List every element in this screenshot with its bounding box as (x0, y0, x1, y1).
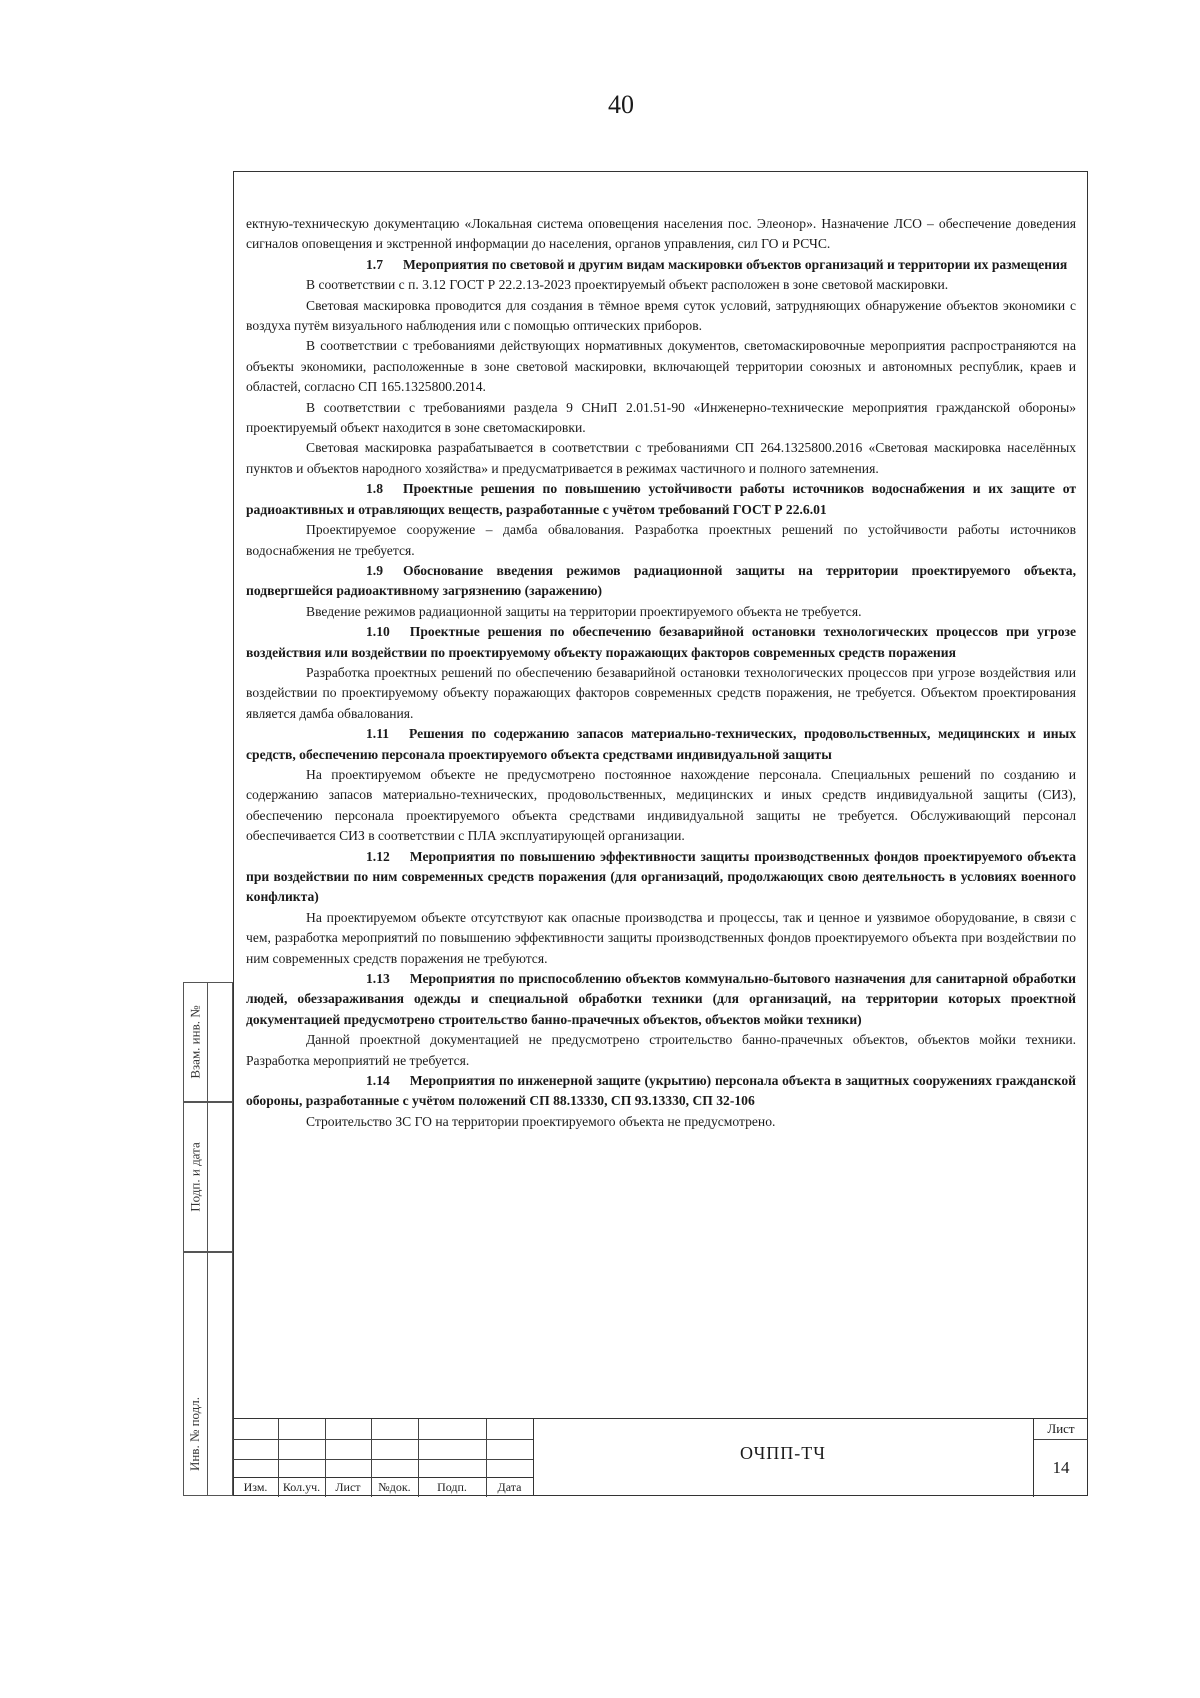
section-number: 1.8 (366, 481, 383, 497)
col-koluch: Кол.уч. (282, 1480, 321, 1494)
section-title: Проектные решения по обеспечению безаварийной остановки технологических процессов при угрозе воздействия или воздействии по проектируемому объекту поражающих факторов современных средств поражения (246, 624, 1076, 660)
side-label-vzam: Взам. инв. № (187, 1005, 203, 1079)
section-heading (246, 561, 1076, 602)
page-number: 40 (608, 90, 634, 119)
col-ndok: №док. (378, 1480, 411, 1494)
section-heading (246, 969, 1076, 1030)
paragraph: На проектируемом объекте отсутствуют как опасные производства и процессы, так и ценное и уязвимое оборудование, в связи с чем, разработка мероприятий по повышению эффективности защиты производственных фондов проектируемого объекта при воздействии по ним современных средств поражения не требуются. (246, 909, 1076, 966)
paragraph: Проектируемое сооружение – дамба обвалования. Разработка проектных решений по устойчивости работы источников водоснабжения не требуется. (246, 522, 1076, 558)
document-code: ОЧПП-ТЧ (740, 1443, 826, 1463)
section-heading (246, 479, 1076, 520)
paragraph: Световая маскировка проводится для создания в тёмное время суток условий, затрудняющих обнаружение объектов экономики с воздуха путём визуального наблюдения или с помощью оптических приборов. (246, 297, 1076, 334)
section-title: Мероприятия по повышению эффективности защиты производственных фондов проектируемого объекта при воздействии по ним современных средств поражения (для организаций, продолжающих свою деятельность в условиях военного конфликта) (246, 848, 1076, 905)
section-title: Мероприятия по световой и другим видам маскировки объектов организаций и территории их размещения (403, 256, 1068, 272)
section-title: Решения по содержанию запасов материально-технических, продовольственных, медицинских и иных средств, обеспечению персонала проектируемого объекта средствами индивидуальной защиты (246, 726, 1076, 762)
paragraph: В соответствии с требованиями раздела 9 СНиП 2.01.51-90 «Инженерно-технические мероприятия гражданской обороны» проектируемый объект находится в зоне светомаскировки. (246, 399, 1076, 436)
title-block (233, 1418, 1088, 1496)
side-stamp-vzam (183, 982, 233, 1102)
side-stamp-podp (183, 1102, 233, 1252)
sheet-number: 14 (1052, 1458, 1070, 1477)
section-number: 1.9 (366, 562, 383, 578)
section-number: 1.11 (366, 726, 390, 742)
section-number: 1.14 (366, 1073, 390, 1089)
paragraph: Введение режимов радиационной защиты на территории проектируемого объекта не требуется. (306, 603, 862, 619)
paragraph: ектную-техническую документацию «Локальная система оповещения населения пос. Элеонор». Назначение ЛСО – обеспечение доведения сигналов оповещения и экстренной информации до населения, органов управления, сил ГО и РСЧС. (246, 216, 1076, 252)
section-title: Мероприятия по инженерной защите (укрытию) персонала объекта в защитных сооружениях гражданской обороны, разработанные с учётом положений СП 88.13330, СП 93.13330, СП 32-106 (246, 1073, 1076, 1109)
section-title: Обоснование введения режимов радиационной защиты на территории проектируемого объекта, подвергшейся радиоактивному загрязнению (заражению) (246, 562, 1076, 599)
section-heading (246, 622, 1076, 663)
paragraph: Световая маскировка разрабатывается в соответствии с требованиями СП 264.1325800.2016 «Световая маскировка населённых пунктов и объектов народного хозяйства» и предусматривается в режимах частичного и полного затемнения. (246, 440, 1076, 476)
col-podp: Подп. (437, 1480, 467, 1494)
side-label-inv: Инв. № подл. (187, 1396, 203, 1472)
section-title: Мероприятия по приспособлению объектов коммунально-бытового назначения для санитарной обработки людей, обеззараживания одежды и специальной обработки техники (для организаций, на территории которых проектной документацией предусмотрено строительство банно-прачечных объектов, объектов мойки техники) (246, 971, 1076, 1027)
paragraph: На проектируемом объекте не предусмотрено постоянное нахождение персонала. Специальных решений по созданию и содержанию запасов материально-технических, продовольственных, медицинских и иных средств индивидуальной защиты (СИЗ), обеспечению персонала проектируемого объекта средствами индивидуальной защиты не требуется. Обслуживающий персонал обеспечивается СИЗ в соответствии с ПЛА эксплуатирующей организации. (246, 766, 1076, 844)
paragraph: В соответствии с п. 3.12 ГОСТ Р 22.2.13-2023 проектируемый объект расположен в зоне световой маскировки. (306, 277, 949, 293)
paragraph: Данной проектной документацией не предусмотрено строительство банно-прачечных объектов, объектов мойки техники. Разработка мероприятий не требуется. (246, 1032, 1076, 1068)
paragraph: Разработка проектных решений по обеспечению безаварийной остановки технологических процессов при угрозе воздействия или воздействии по проектируемому объекту поражающих факторов современных средств поражения, не требуется. Объектом проектирования является дамба обвалования. (246, 664, 1076, 721)
paragraph: В соответствии с требованиями действующих нормативных документов, светомаскировочные мероприятия распространяются на объекты экономики, расположенные в зоне световой маскировки, включающей территории союзных и автономных республик, краев и областей, согласно СП 165.1325800.2014. (246, 338, 1076, 395)
section-number: 1.13 (366, 971, 390, 987)
side-label-podp: Подп. и дата (187, 1142, 203, 1212)
section-title: Проектные решения по повышению устойчивости работы источников водоснабжения и их защите от радиоактивных и отравляющих веществ, разработанные с учётом требований ГОСТ Р 22.6.01 (246, 481, 1076, 517)
section-number: 1.10 (366, 624, 390, 640)
paragraph: Строительство ЗС ГО на территории проектируемого объекта не предусмотрено. (306, 1113, 776, 1129)
col-list: Лист (335, 1480, 361, 1494)
title-block-grid (233, 1419, 533, 1497)
section-number: 1.12 (366, 848, 390, 864)
section-heading (246, 847, 1076, 908)
side-stamp-inv (183, 1252, 233, 1496)
section-heading (246, 255, 1076, 275)
section-number: 1.7 (366, 256, 383, 272)
document-content (246, 214, 1076, 1132)
sheet-label: Лист (1034, 1419, 1088, 1440)
section-heading (246, 724, 1076, 765)
sheet-box (1033, 1419, 1088, 1497)
col-izm: Изм. (243, 1480, 268, 1494)
col-data: Дата (497, 1480, 522, 1494)
section-heading (246, 1071, 1076, 1112)
